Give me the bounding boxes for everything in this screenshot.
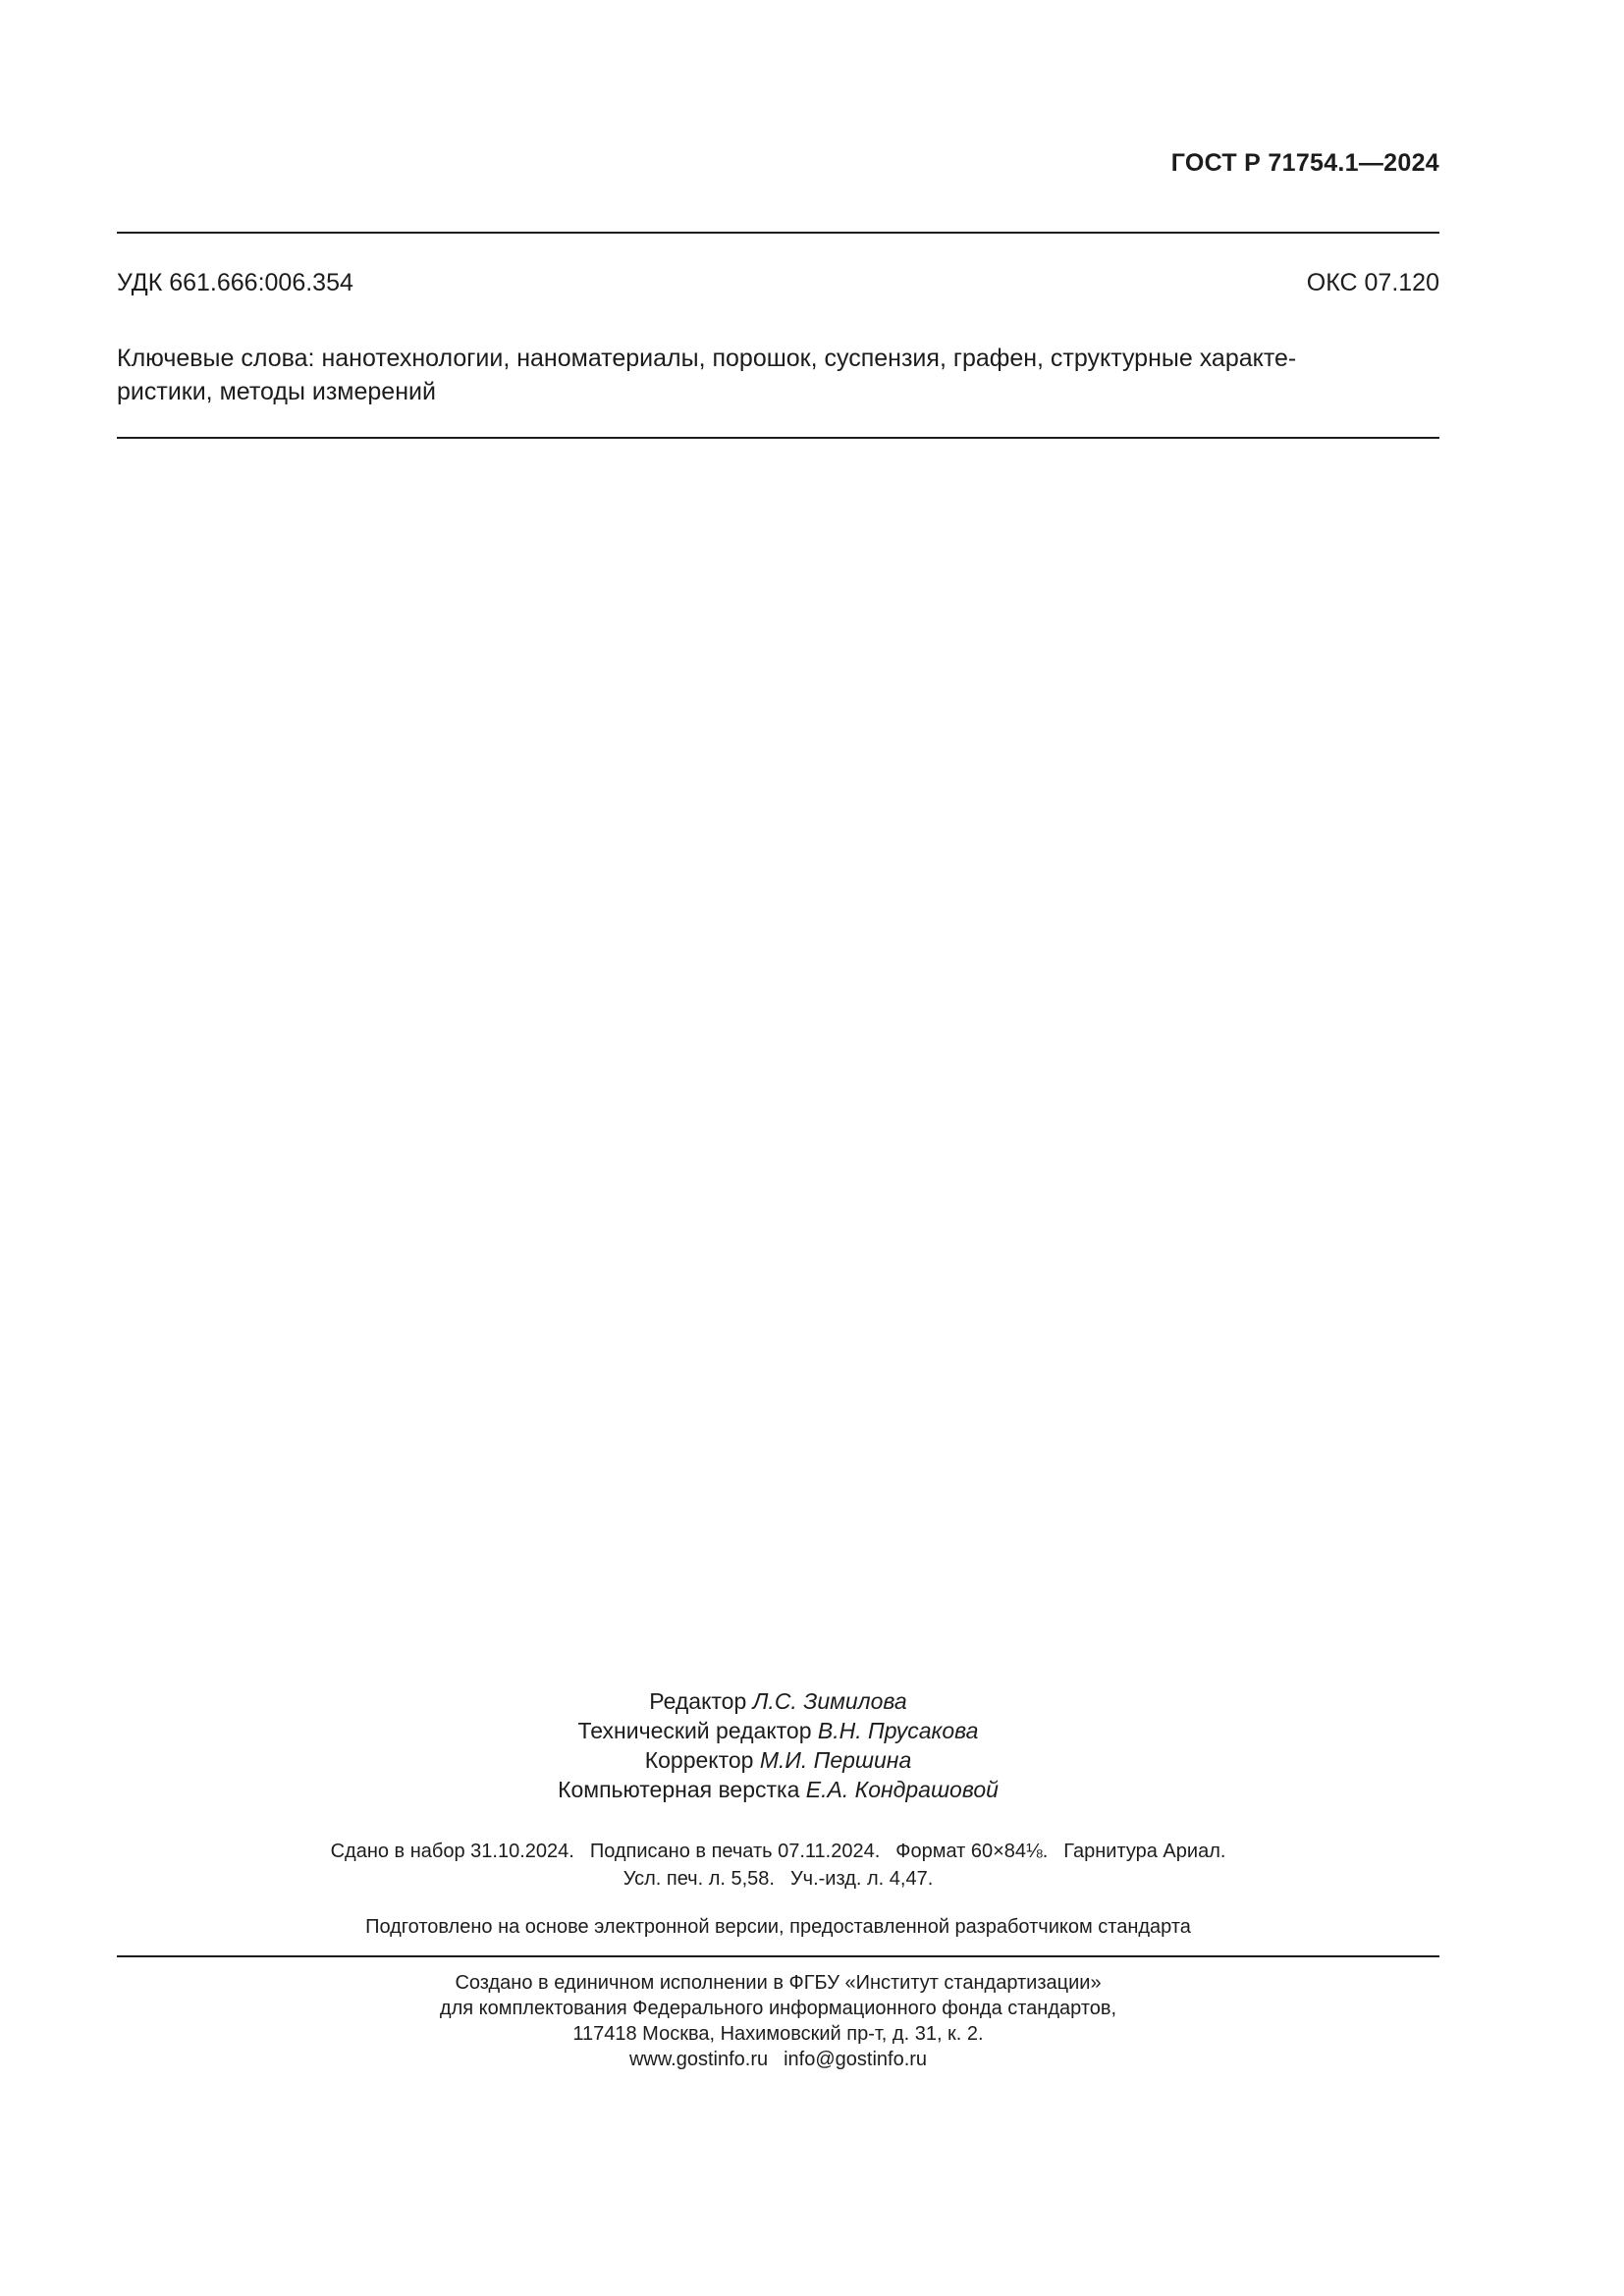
oks-code: ОКС 07.120	[1306, 269, 1439, 296]
signed-date: Подписано в печать 07.11.2024.	[589, 1841, 881, 1862]
keywords-block	[117, 342, 1440, 408]
credit-role: Технический редактор	[577, 1718, 812, 1743]
prepared-note: Подготовлено на основе электронной версии, предоставленной разработчиком стандарта	[365, 1916, 1191, 1938]
bottom-divider	[117, 1955, 1439, 1957]
keywords-divider	[117, 437, 1439, 439]
publisher-sheets: Уч.-изд. л. 4,47.	[789, 1868, 934, 1890]
credits-block	[117, 1686, 1439, 1804]
publisher-line-1: Создано в единичном исполнении в ФГБУ «Институт стандартизации»	[455, 1972, 1102, 1994]
typeface: Гарнитура Ариал.	[1063, 1841, 1226, 1862]
publisher-address: 117418 Москва, Нахимовский пр-т, д. 31, к. 2.	[572, 2023, 984, 2045]
submitted-date: Сдано в набор 31.10.2024.	[330, 1841, 574, 1862]
email-link[interactable]: info@gostinfo.ru	[784, 2049, 928, 2070]
top-divider	[117, 232, 1439, 234]
credit-role: Компьютерная верстка	[558, 1777, 800, 1802]
credit-person: Е.А. Кондрашовой	[805, 1777, 999, 1802]
print-info-line-1	[117, 1838, 1439, 1865]
credit-person: Л.С. Зимилова	[752, 1688, 907, 1714]
publisher-contacts	[117, 2047, 1439, 2072]
credit-person: В.Н. Прусакова	[817, 1718, 979, 1743]
credit-technical-editor	[117, 1716, 1439, 1745]
publisher-line-2: для комплектования Федерального информационного фонда стандартов,	[439, 1998, 1117, 2019]
credit-person: М.И. Першина	[759, 1747, 912, 1773]
credit-editor	[117, 1686, 1439, 1716]
keywords-line-2: ристики, методы измерений	[117, 378, 436, 405]
keywords-line-1: Ключевые слова: нанотехнологии, наноматериалы, порошок, суспензия, графен, структурные характе-	[117, 345, 1297, 372]
print-info-block	[117, 1838, 1439, 1893]
print-info-line-2	[117, 1865, 1439, 1893]
credit-layout	[117, 1775, 1439, 1804]
udk-code: УДК 661.666:006.354	[117, 269, 353, 296]
print-sheets: Усл. печ. л. 5,58.	[623, 1868, 775, 1890]
credit-proofreader	[117, 1745, 1439, 1775]
paper-format: Формат 60×84⅛.	[895, 1841, 1049, 1862]
credit-role: Корректор	[644, 1747, 754, 1773]
document-number: ГОСТ Р 71754.1—2024	[1170, 149, 1439, 177]
website-link[interactable]: www.gostinfo.ru	[628, 2049, 769, 2070]
publisher-info	[117, 1970, 1439, 2072]
credit-role: Редактор	[649, 1688, 747, 1714]
